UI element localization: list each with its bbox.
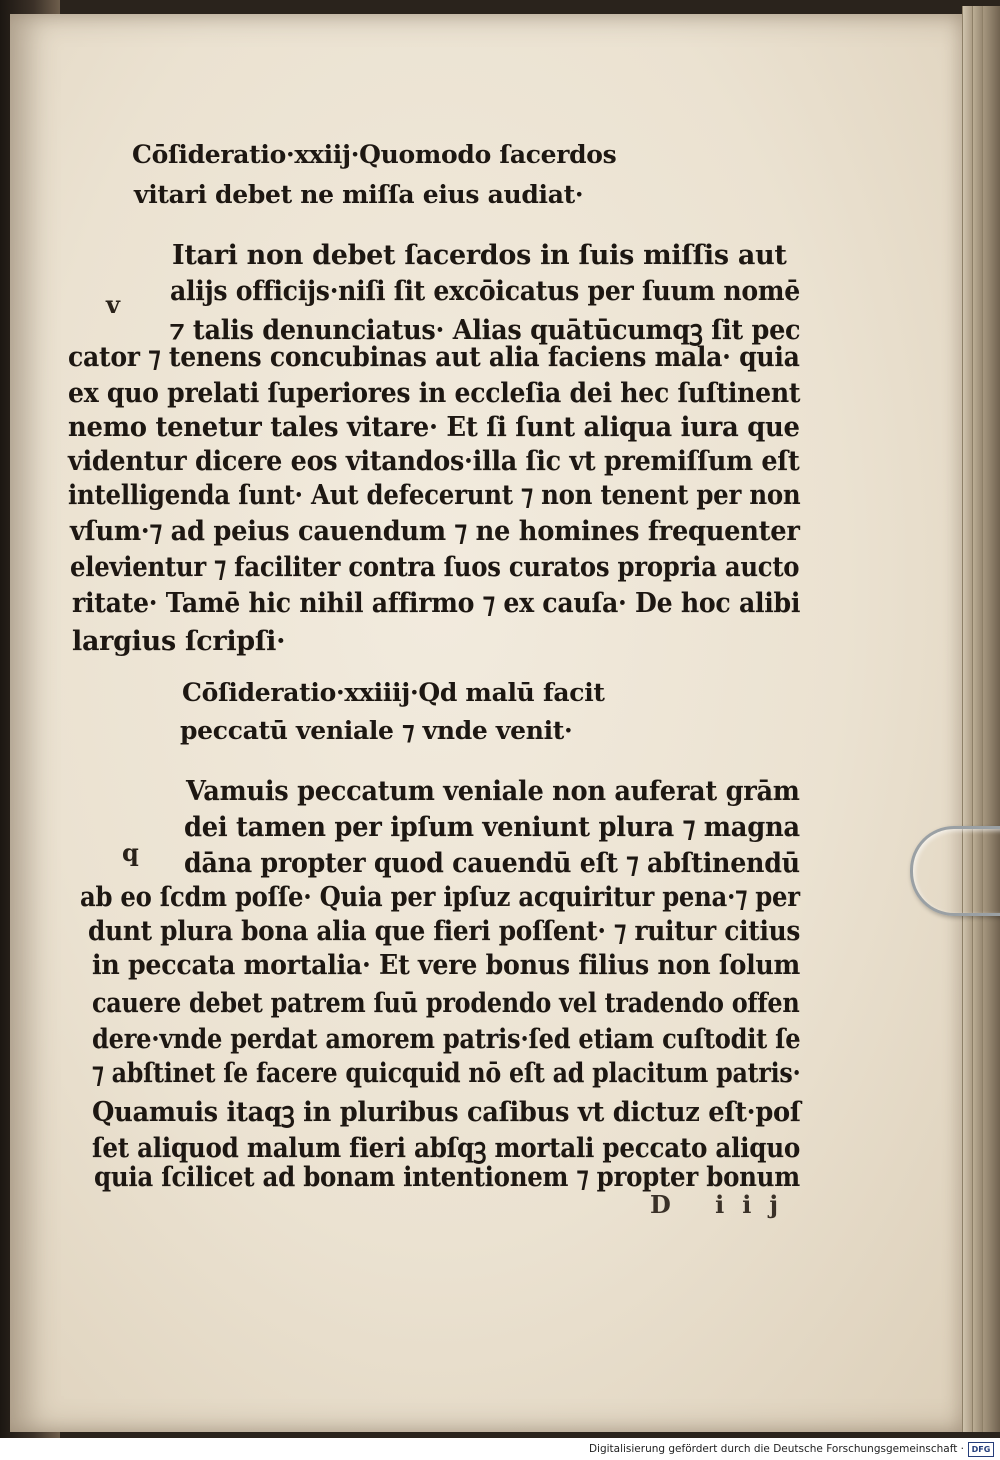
text-line: elevientur ⁊ faciliter contra ſuos curatos propria aucto xyxy=(70,552,800,583)
text-line: intelligenda ſunt· Aut defecerunt ⁊ non tenent per non xyxy=(68,480,801,511)
credit-footer xyxy=(0,1438,1000,1460)
text-line: in peccata mortalia· Et vere bonus filius non ſolum xyxy=(92,950,801,981)
heading-line: peccatū veniale ⁊ vnde venit· xyxy=(180,716,573,745)
text-line: ex quo prelati ſuperiores in eccleſia dei hec ſuſtinent xyxy=(68,378,801,409)
text-line: alijs officijs·niſi ſit excōicatus per ſuum nomē xyxy=(170,276,801,307)
text-line: videntur dicere eos vitandos·illa ſic vt premiſſum eſt xyxy=(68,446,800,477)
heading-line: Cōſideratio·xxiij·Quomodo ſacerdos xyxy=(132,140,617,169)
heading-line: Cōſideratio·xxiiij·Qd malū facit xyxy=(182,678,605,707)
text-line: Itari non debet ſacerdos in ſuis miſſis aut xyxy=(172,240,787,271)
text-line: ⁊ talis denunciatus· Alias quātūcumqꝫ ſit pec xyxy=(170,315,801,346)
guide-letter: q xyxy=(122,838,139,867)
text-line: ſet aliquod malum fieri abſqꝫ mortali peccato aliquo xyxy=(92,1133,800,1164)
text-line: dere·vnde perdat amorem patris·ſed etiam cuſtodit ſe xyxy=(92,1024,801,1055)
footer-credit-text: Digitalisierung gefördert durch die Deutsche Forschungsgemeinschaft · xyxy=(588,1443,964,1455)
text-line: ritate· Tamē hic nihil affirmo ⁊ ex cauſa· De hoc alibi xyxy=(72,588,801,619)
text-line: dei tamen per ipſum veniunt plura ⁊ magna xyxy=(184,812,800,843)
page-edge xyxy=(982,6,1000,1432)
text-line: dunt plura bona alia que fieri poſſent· ⁊ ruitur citius xyxy=(88,916,801,947)
guide-letter: v xyxy=(106,290,120,319)
text-line: largius ſcripſi· xyxy=(72,626,286,657)
heading-line: vitari debet ne miſſa eius audiat· xyxy=(134,180,584,209)
paper-clip xyxy=(910,826,1000,916)
text-line: nemo tenetur tales vitare· Et ſi ſunt aliqua iura que xyxy=(68,412,800,443)
text-line: Quamuis itaqꝫ in pluribus caſibus vt dictuz eſt·poſ xyxy=(92,1097,801,1128)
text-line: ab eo ſcdm poſſe· Quia per ipſuz acquiritur pena·⁊ per xyxy=(80,882,800,913)
signature-mark: D iij xyxy=(650,1190,797,1219)
text-line: Vamuis peccatum veniale non auferat grām xyxy=(186,776,800,807)
text-line: dāna propter quod cauendū eſt ⁊ abſtinendū xyxy=(184,848,800,879)
text-line: cator ⁊ tenens concubinas aut alia faciens mala· quia xyxy=(68,342,800,373)
text-line: cauere debet patrem ſuū prodendo vel tradendo offen xyxy=(92,988,800,1019)
dfg-logo-icon: DFG xyxy=(968,1442,994,1457)
text-line: ⁊ abſtinet ſe facere quicquid nō eſt ad placitum patris· xyxy=(92,1058,801,1089)
text-line: quia ſcilicet ad bonam intentionem ⁊ propter bonum xyxy=(94,1162,800,1193)
text-line: vſum·⁊ ad peius cauendum ⁊ ne homines frequenter xyxy=(70,516,800,547)
